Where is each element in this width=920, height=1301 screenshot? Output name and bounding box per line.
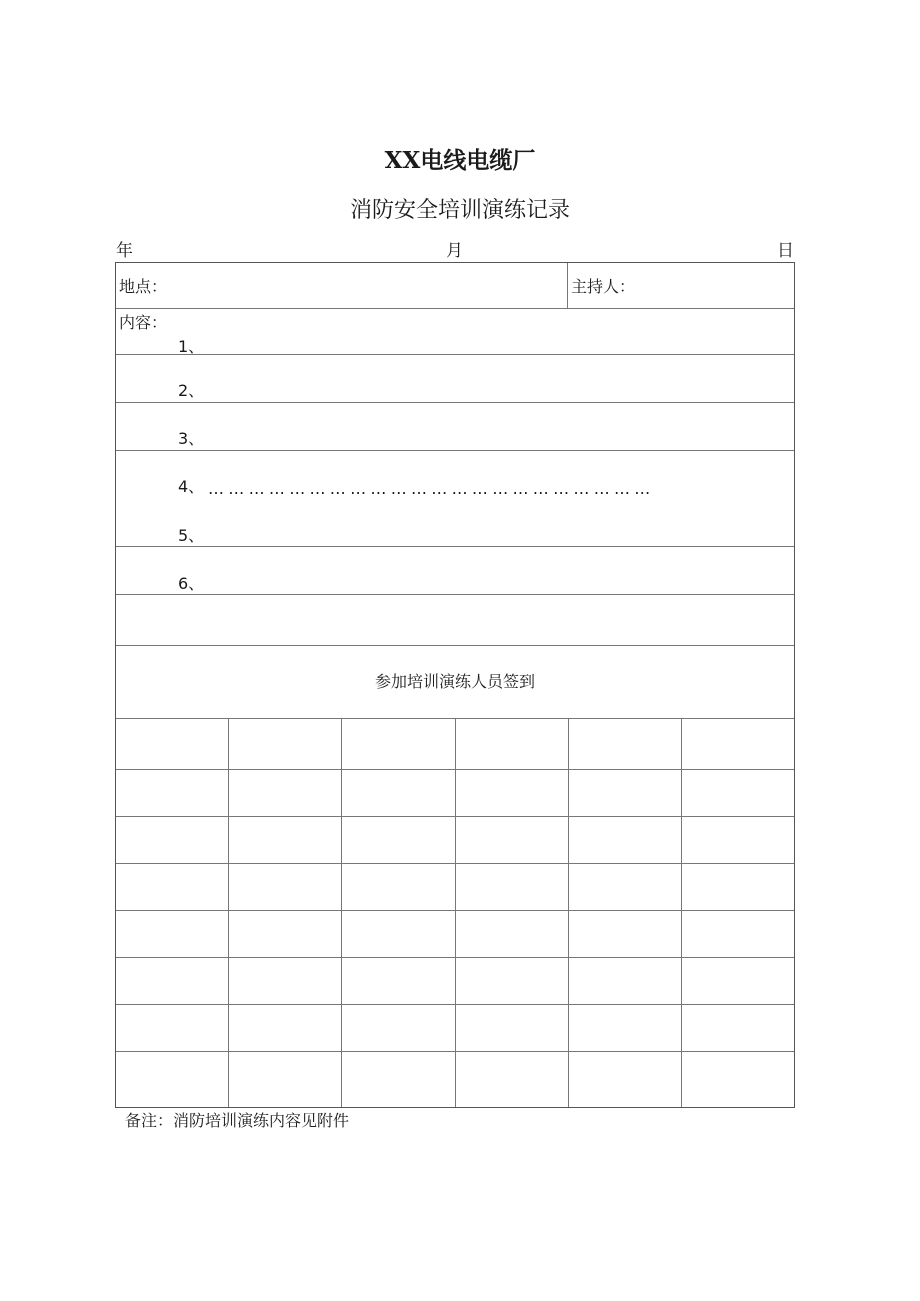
date-row: [116, 239, 794, 263]
signin-cell: [342, 719, 455, 769]
signin-cell: [569, 864, 682, 910]
signin-cell: [569, 719, 682, 769]
document-title: XX电线电缆厂: [384, 147, 536, 174]
signin-header-row: [116, 646, 794, 719]
signin-cell: [569, 1005, 682, 1051]
signin-cell: [569, 958, 682, 1004]
footer-note: 备注：消防培训演练内容见附件: [125, 1111, 350, 1130]
signin-cell: [682, 719, 794, 769]
host-label: 主持人：: [571, 277, 636, 296]
signin-cell: [229, 911, 342, 957]
signin-cell: [682, 1052, 794, 1107]
signin-cell: [116, 1052, 229, 1107]
signin-cell: [456, 958, 569, 1004]
signin-grid-row: [116, 719, 794, 770]
signin-cell: [682, 1005, 794, 1051]
signin-grid-row: [116, 817, 794, 864]
signin-cell: [229, 958, 342, 1004]
signin-grid-row: [116, 911, 794, 958]
signin-cell: [342, 1052, 455, 1107]
record-form-table: [115, 262, 795, 1108]
signin-cell: [229, 1052, 342, 1107]
signin-cell: [456, 719, 569, 769]
signin-grid-row: [116, 1052, 794, 1107]
location-host-row: [116, 263, 794, 309]
signin-cell: [116, 958, 229, 1004]
signin-cell: [682, 911, 794, 957]
signin-cell: [682, 864, 794, 910]
signin-cell: [569, 1052, 682, 1107]
signin-cell: [682, 817, 794, 863]
signin-cell: [116, 1005, 229, 1051]
signin-cell: [456, 864, 569, 910]
signin-grid-row: [116, 1005, 794, 1052]
location-label: 地点：: [119, 277, 168, 296]
signin-grid-row: [116, 958, 794, 1005]
signin-cell: [456, 1052, 569, 1107]
content-row-4-5: [116, 451, 794, 547]
column-divider: [567, 263, 568, 308]
signin-cell: [229, 864, 342, 910]
content-item-4-dots: …………………………………………………………: [208, 479, 655, 498]
signin-cell: [116, 864, 229, 910]
document-subtitle: 消防安全培训演练记录: [349, 198, 570, 223]
content-row-6: [116, 547, 794, 595]
signin-cell: [229, 719, 342, 769]
content-row-3: [116, 403, 794, 451]
blank-row: [116, 595, 794, 646]
signin-cell: [342, 911, 455, 957]
content-item-6: 6、: [178, 574, 205, 593]
signin-cell: [456, 770, 569, 816]
signin-cell: [116, 770, 229, 816]
signin-cell: [456, 911, 569, 957]
signin-cell: [342, 770, 455, 816]
signin-cell: [342, 1005, 455, 1051]
signin-cell: [569, 770, 682, 816]
signin-cell: [569, 911, 682, 957]
signin-grid: [116, 719, 794, 1107]
content-item-3: 3、: [178, 429, 205, 448]
signin-cell: [456, 1005, 569, 1051]
signin-grid-row: [116, 864, 794, 911]
signin-grid-row: [116, 770, 794, 817]
signin-cell: [116, 719, 229, 769]
date-day-label: 日: [777, 241, 794, 261]
date-year-label: 年: [116, 241, 133, 261]
content-header-row: [116, 309, 794, 355]
signin-cell: [116, 911, 229, 957]
signin-cell: [569, 817, 682, 863]
signin-cell: [342, 817, 455, 863]
content-row-2: [116, 355, 794, 403]
signin-cell: [456, 817, 569, 863]
content-item-1: 1、: [178, 337, 205, 356]
signin-cell: [229, 1005, 342, 1051]
signin-title: 参加培训演练人员签到: [374, 672, 535, 691]
signin-cell: [342, 864, 455, 910]
signin-cell: [229, 770, 342, 816]
date-month-label: 月: [446, 241, 463, 261]
signin-cell: [342, 958, 455, 1004]
content-item-5: 5、: [178, 526, 205, 545]
signin-cell: [229, 817, 342, 863]
signin-cell: [682, 958, 794, 1004]
signin-cell: [116, 817, 229, 863]
content-label: 内容：: [119, 313, 168, 332]
content-item-4: 4、: [178, 477, 205, 496]
content-item-2: 2、: [178, 381, 205, 400]
signin-cell: [682, 770, 794, 816]
